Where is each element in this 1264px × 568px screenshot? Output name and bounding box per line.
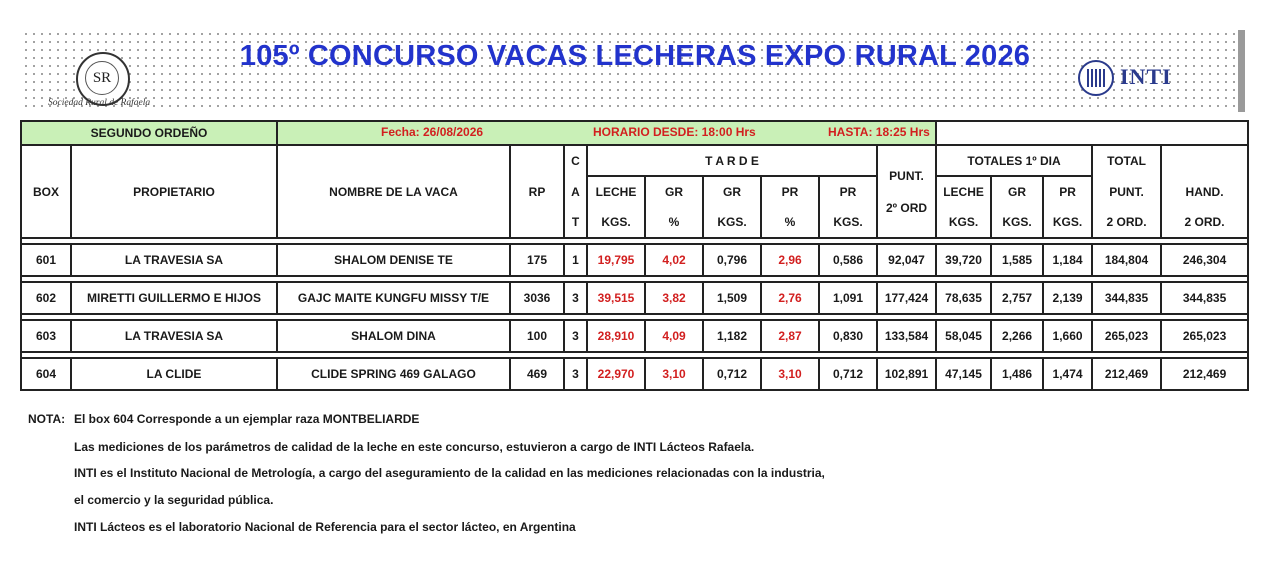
col-box: BOX — [21, 145, 71, 238]
note-line: INTI Lácteos es el laboratorio Nacional de Referencia para el sector lácteo, en Argentina — [74, 520, 576, 534]
cell-total-punt: 344,835 — [1092, 282, 1161, 314]
col-grkgs-1: GR — [703, 176, 761, 207]
cell-total-punt: 265,023 — [1092, 320, 1161, 352]
notes-label: NOTA: — [28, 412, 66, 426]
col-propietario: PROPIETARIO — [71, 145, 277, 238]
cell-cat: 3 — [564, 358, 587, 390]
cell-rp: 175 — [510, 244, 564, 276]
cell-pr-kgs: 0,712 — [819, 358, 877, 390]
cell-propietario: LA TRAVESIA SA — [71, 244, 277, 276]
cell-pr-pct: 2,96 — [761, 244, 819, 276]
group-totales: TOTALES 1º DIA — [936, 145, 1092, 176]
col-tpr-2: KGS. — [1043, 207, 1092, 238]
cell-gr-pct: 4,02 — [645, 244, 703, 276]
horario-label: HORARIO DESDE: 18:00 Hrs — [593, 125, 756, 139]
seal-monogram: SR — [85, 61, 119, 95]
schedule-cell — [277, 121, 936, 145]
col-hand-1: HAND. — [1161, 176, 1248, 207]
col-total-1: TOTAL — [1092, 145, 1161, 176]
cell-gr-pct: 4,09 — [645, 320, 703, 352]
col-tgr-1: GR — [991, 176, 1043, 207]
col-punt-1: PUNT. — [889, 168, 924, 183]
cell-nombre: SHALOM DINA — [277, 320, 510, 352]
cell-t-leche: 47,145 — [936, 358, 991, 390]
inti-logo-text: INTI — [1120, 64, 1172, 89]
inti-logo — [1078, 60, 1198, 96]
col-hand-blank — [1161, 145, 1248, 176]
cell-rp: 3036 — [510, 282, 564, 314]
cell-hand: 344,835 — [1161, 282, 1248, 314]
col-cat-1: C — [564, 145, 587, 176]
note-line: el comercio y la seguridad pública. — [74, 493, 274, 507]
cell-pr-kgs: 0,830 — [819, 320, 877, 352]
cell-punt: 102,891 — [877, 358, 936, 390]
cell-t-leche: 39,720 — [936, 244, 991, 276]
col-grpct-1: GR — [645, 176, 703, 207]
cell-box: 603 — [21, 320, 71, 352]
cell-hand: 212,469 — [1161, 358, 1248, 390]
col-nombre: NOMBRE DE LA VACA — [277, 145, 510, 238]
cell-t-leche: 78,635 — [936, 282, 991, 314]
cell-box: 601 — [21, 244, 71, 276]
hasta-label: HASTA: 18:25 Hrs — [828, 125, 930, 139]
note-line: INTI es el Instituto Nacional de Metrología, a cargo del aseguramiento de la calidad en las mediciones relacionadas con la industria, — [74, 466, 825, 480]
col-total-3: 2 ORD. — [1092, 207, 1161, 238]
cell-gr-pct: 3,82 — [645, 282, 703, 314]
header-row-1 — [21, 145, 1248, 176]
cell-hand: 265,023 — [1161, 320, 1248, 352]
cell-t-pr: 1,184 — [1043, 244, 1092, 276]
cell-nombre: CLIDE SPRING 469 GALAGO — [277, 358, 510, 390]
cell-t-leche: 58,045 — [936, 320, 991, 352]
group-tarde: T A R D E — [587, 145, 877, 176]
note-line: Las mediciones de los parámetros de calidad de la leche en este concurso, estuvieron a cargo de INTI Lácteos Rafaela. — [74, 440, 755, 454]
col-grpct-2: % — [645, 207, 703, 238]
cell-propietario: LA TRAVESIA SA — [71, 320, 277, 352]
page-title: 105º CONCURSO VACAS LECHERAS EXPO RURAL 2026 — [239, 40, 1031, 72]
cell-gr-kgs: 1,509 — [703, 282, 761, 314]
table-row — [21, 244, 1248, 276]
col-punt — [877, 145, 936, 238]
cell-cat: 3 — [564, 282, 587, 314]
col-prpct-1: PR — [761, 176, 819, 207]
col-prkgs-1: PR — [819, 176, 877, 207]
banner-shadow — [1238, 30, 1245, 112]
col-cat-2: A — [564, 176, 587, 207]
note-line: El box 604 Corresponde a un ejemplar raza MONTBELIARDE — [74, 412, 420, 426]
table-row — [21, 358, 1248, 390]
col-tpr-1: PR — [1043, 176, 1092, 207]
cell-pr-pct: 2,87 — [761, 320, 819, 352]
seal-caption: Sociedad Rural de Rafaela — [48, 98, 151, 108]
cell-box: 602 — [21, 282, 71, 314]
col-tgr-2: KGS. — [991, 207, 1043, 238]
cell-pr-kgs: 1,091 — [819, 282, 877, 314]
col-leche-1: LECHE — [587, 176, 645, 207]
cell-leche: 39,515 — [587, 282, 645, 314]
cell-punt: 177,424 — [877, 282, 936, 314]
cell-t-pr: 1,474 — [1043, 358, 1092, 390]
col-rp: RP — [510, 145, 564, 238]
col-prpct-2: % — [761, 207, 819, 238]
table-row — [21, 282, 1248, 314]
cell-pr-pct: 2,76 — [761, 282, 819, 314]
cell-t-gr: 2,266 — [991, 320, 1043, 352]
session-label: SEGUNDO ORDEÑO — [21, 121, 277, 145]
cell-rp: 469 — [510, 358, 564, 390]
cell-nombre: SHALOM DENISE TE — [277, 244, 510, 276]
cell-t-pr: 2,139 — [1043, 282, 1092, 314]
cell-pr-pct: 3,10 — [761, 358, 819, 390]
cell-t-pr: 1,660 — [1043, 320, 1092, 352]
cell-gr-kgs: 0,796 — [703, 244, 761, 276]
cell-cat: 1 — [564, 244, 587, 276]
cell-cat: 3 — [564, 320, 587, 352]
cell-leche: 19,795 — [587, 244, 645, 276]
col-punt-2: 2º ORD — [885, 200, 928, 215]
cell-leche: 28,910 — [587, 320, 645, 352]
col-tleche-2: KGS. — [936, 207, 991, 238]
cell-punt: 133,584 — [877, 320, 936, 352]
cell-total-punt: 212,469 — [1092, 358, 1161, 390]
table-row — [21, 320, 1248, 352]
cell-t-gr: 1,585 — [991, 244, 1043, 276]
cell-punt: 92,047 — [877, 244, 936, 276]
cell-propietario: LA CLIDE — [71, 358, 277, 390]
cell-t-gr: 2,757 — [991, 282, 1043, 314]
col-leche-2: KGS. — [587, 207, 645, 238]
cell-propietario: MIRETTI GUILLERMO E HIJOS — [71, 282, 277, 314]
cell-leche: 22,970 — [587, 358, 645, 390]
col-prkgs-2: KGS. — [819, 207, 877, 238]
col-grkgs-2: KGS. — [703, 207, 761, 238]
col-tleche-1: LECHE — [936, 176, 991, 207]
cell-nombre: GAJC MAITE KUNGFU MISSY T/E — [277, 282, 510, 314]
inti-logo-icon — [1078, 60, 1114, 96]
cell-box: 604 — [21, 358, 71, 390]
results-table — [20, 120, 1249, 391]
cell-gr-pct: 3,10 — [645, 358, 703, 390]
cell-gr-kgs: 0,712 — [703, 358, 761, 390]
cell-gr-kgs: 1,182 — [703, 320, 761, 352]
col-hand-2: 2 ORD. — [1161, 207, 1248, 238]
fecha-label: Fecha: 26/08/2026 — [381, 125, 484, 139]
cell-rp: 100 — [510, 320, 564, 352]
col-total-2: PUNT. — [1092, 176, 1161, 207]
cell-pr-kgs: 0,586 — [819, 244, 877, 276]
info-row — [21, 121, 1248, 145]
cell-total-punt: 184,804 — [1092, 244, 1161, 276]
cell-t-gr: 1,486 — [991, 358, 1043, 390]
col-cat-3: T — [564, 207, 587, 238]
cell-hand: 246,304 — [1161, 244, 1248, 276]
info-blank — [936, 121, 1248, 145]
